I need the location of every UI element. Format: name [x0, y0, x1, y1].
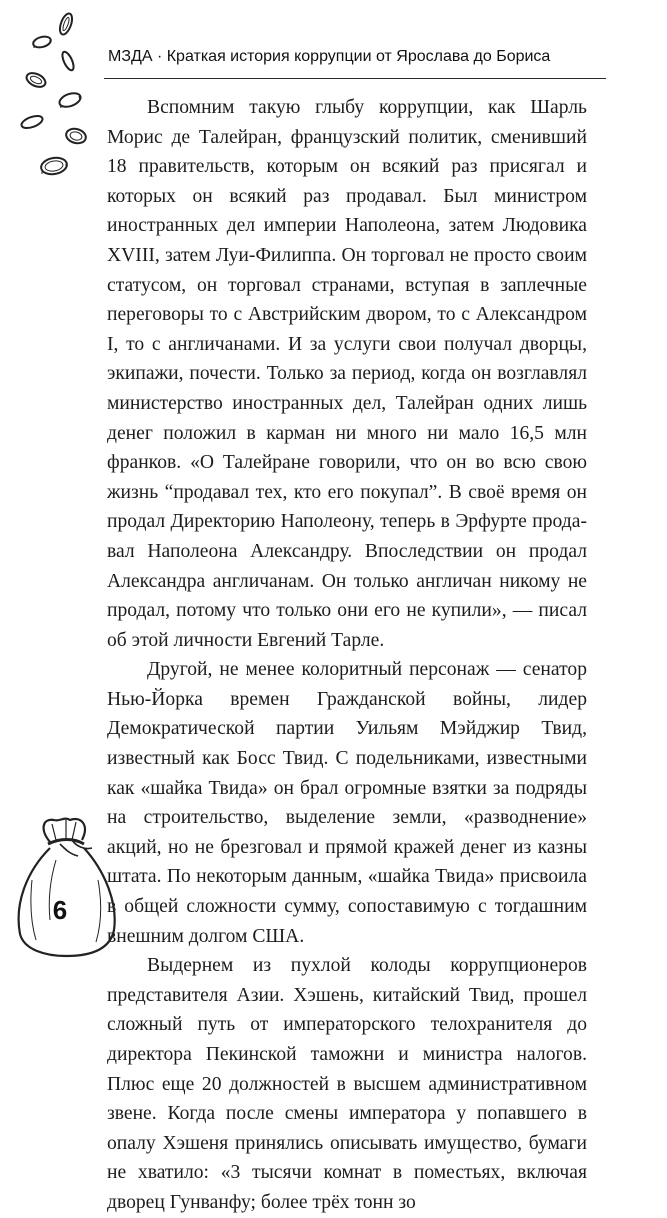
- paragraph: Другой, не менее колоритный персонаж — сенатор Нью-Йорка времен Гражданской войны, лидер Демократической партии Уильям Мэйджир Твид, известный как Босс Твид. С подельниками, известными как «шайка Твида» он брал огромные взятки за подряды на строительство, выделение земли, «разводнение» акций, но не брезговал и прямой кражей денег из казны штата. По некоторым данным, «шайка Твида» присвоила в общей сложности сумму, сопоставимую с тогдашним внешним долгом США.: [107, 659, 587, 947]
- paragraph: Вспомним такую глыбу коррупции, как Шарль Морис де Талейран, французский политик, сменивший 18 правительств, которым он всякий раз присягал и которых он всякий раз продавал. Был министром иностранных дел империи Наполеона, затем Людовика XVIII, затем Луи-Филиппа. Он торговал не просто своим статусом, он торговал странами, вступая в заплечные переговоры то с Австрийским двором, то с Александром I, то с англичанами. И за услуги свои получал дворцы, экипажи, почести. Только за период, когда он возглавлял министерство иностранных дел, Талейран одних лишь денег положил в карман ни много ни мало 16,5 млн франков. «О Талейране говорили, что он во всю свою жизнь “продавал тех, кто его покупал”. В своё время он продал Директорию Наполеону, теперь в Эрфурте продавал Наполеона Александру. Впоследствии он продал Александра англичанам. Он только англичан никому не продал, потому что только они его не купили», — писал об этой личности Евгений Тарле.: [107, 97, 587, 651]
- coin-icon: [24, 70, 47, 89]
- money-bag-icon: [10, 810, 120, 960]
- coin-icon: [58, 12, 75, 36]
- coin-icon: [32, 35, 52, 49]
- coin-icon: [65, 127, 88, 146]
- header-divider: [104, 78, 606, 79]
- body-text: [107, 93, 587, 1218]
- coin-icon: [60, 50, 76, 72]
- paragraph: Выдернем из пухлой колоды коррупционеров представителя Азии. Хэшень, китайский Твид, прошел сложный путь от императорского телохранителя до директора Пекинской таможни и министра налогов. Плюс еще 20 должностей в высшем административном звене. Когда после смены императора у попавшего в опалу Хэшеня принялись описывать имущество, бумаги не хватило: «3 тысячи комнат в поместьях, включая дворец Гунванфу; более трёх тонн зо: [107, 955, 587, 1213]
- coin-icon: [40, 156, 68, 176]
- falling-coins-illustration: [8, 6, 108, 196]
- coin-icon: [58, 91, 83, 110]
- running-header: МЗДА · Краткая история коррупции от Ярослава до Бориса: [108, 48, 551, 65]
- page-number: 6: [52, 895, 68, 925]
- coin-icon: [20, 114, 44, 131]
